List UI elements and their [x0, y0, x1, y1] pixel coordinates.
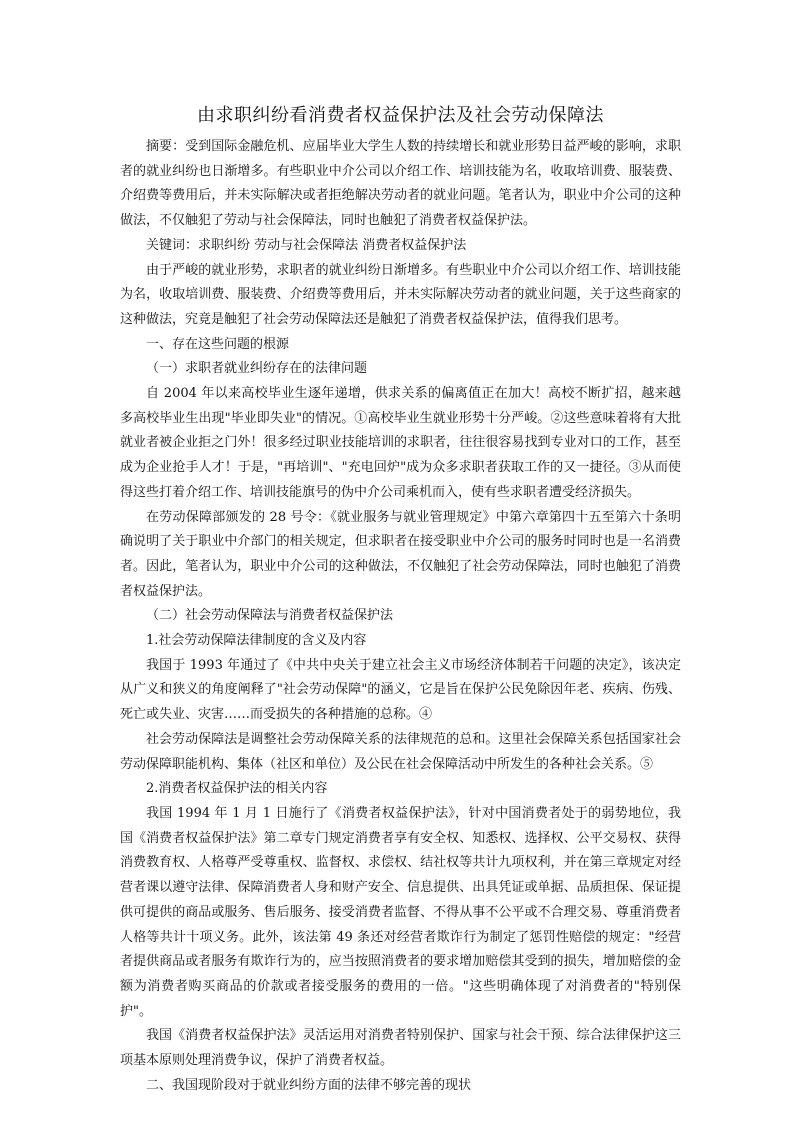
abstract-paragraph: 摘要：受到国际金融危机、应届毕业大学生人数的持续增长和就业形势日益严峻的影响，求职者的就业纠纷也日渐增多。有些职业中介公司以介绍工作、培训技能为名，收取培训费、服装费、介绍费等费用后，并未实际解决或者拒绝解决劳动者的就业问题。笔者认为，职业中介公司的这种做法，不仅触犯了劳动与社会保障法，同时也触犯了消费者权益保护法。: [120, 139, 681, 229]
body-paragraph: 我国《消费者权益保护法》灵活运用对消费者特别保护、国家与社会干预、综合法律保护这三项基本原则处理消费争议，保护了消费者权益。: [120, 1028, 681, 1069]
body-paragraph: 在劳动保障部颁发的 28 号令：《就业服务与就业管理规定》中第六章第四十五至第六十条明确说明了关于职业中介部门的相关规定，但求职者在接受职业中介公司的服务时同时也是一名消费者。因此，笔者认为，职业中介公司的这种做法，不仅触犯了社会劳动保障法，同时也触犯了消费者权益保护法。: [120, 509, 681, 599]
item-heading-2: 2.消费者权益保护法的相关内容: [146, 781, 328, 797]
body-paragraph: 自 2004 年以来高校毕业生逐年递增，供求关系的偏离值正在加大！高校不断扩招，越来越多高校毕业生出现"毕业即失业"的情况。①高校毕业生就业形势十分严峻。②这些意味着将有大批就业者被企业拒之门外！很多经过职业技能培训的求职者，往往很容易找到专业对口的工作，甚至成为企业抢手人才！于是，"再培训"、"充电回炉"成为众多求职者获取工作的又一捷径。③从而使得这些打着介绍工作、培训技能旗号的伪中介公司乘机而入，使有些求职者遭受经济损失。: [120, 386, 681, 500]
document-body: [120, 103, 681, 1098]
item-heading-1: 1.社会劳动保障法律制度的含义及内容: [146, 633, 367, 649]
body-paragraph: 我国 1994 年 1 月 1 日施行了《消费者权益保护法》，针对中国消费者处于的弱势地位，我国《消费者权益保护法》第二章专门规定消费者享有安全权、知悉权、选择权、公平交易权、获得消费教育权、人格尊严受尊重权、监督权、求偿权、结社权等共计九项权利，并在第三章规定对经营者课以遵守法律、保障消费者人身和财产安全、信息提供、出具凭证或单据、品质担保、保证提供可提供的商品或服务、售后服务、接受消费者监督、不得从事不公平或不合理交易、尊重消费者人格等共计十项义务。此外，该法第 49 条还对经营者欺诈行为制定了惩罚性赔偿的规定："经营者提供商品或者服务有欺诈行为的，应当按照消费者的要求增加赔偿其受到的损失，增加赔偿的金额为消费者购买商品的价款或者接受服务的费用的一倍。"这些明确体现了对消费者的"特别保护"。: [120, 805, 681, 1019]
document-title: 由求职纠纷看消费者权益保护法及社会劳动保障法: [197, 105, 604, 126]
subsection-heading-1-1: （一）求职者就业纠纷存在的法律问题: [146, 361, 368, 377]
section-heading-2: 二、我国现阶段对于就业纠纷方面的法律不够完善的现状: [146, 1077, 472, 1093]
subsection-heading-1-2: （二）社会劳动保障法与消费者权益保护法: [146, 608, 394, 624]
keywords-paragraph: 关键词：求职纠纷 劳动与社会保障法 消费者权益保护法: [146, 237, 467, 253]
body-paragraph: 社会劳动保障法是调整社会劳动保障关系的法律规范的总和。这里社会保障关系包括国家社会劳动保障职能机构、集体（社区和单位）及公民在社会保障活动中所发生的各种社会关系。⑤: [120, 731, 681, 772]
body-paragraph: 我国于 1993 年通过了《中共中央关于建立社会主义市场经济体制若干问题的决定》，该决定从广义和狭义的角度阐释了"社会劳动保障"的涵义，它是旨在保护公民免除因年老、疾病、伤残、死亡或失业、灾害……而受损失的各种措施的总称。④: [120, 657, 681, 723]
intro-paragraph: 由于严峻的就业形势，求职者的就业纠纷日渐增多。有些职业中介公司以介绍工作、培训技能为名，收取培训费、服装费、介绍费等费用后，并未实际解决劳动者的就业问题，关于这些商家的这种做法，究竟是触犯了社会劳动保障法还是触犯了消费者权益保护法，值得我们思考。: [120, 262, 681, 327]
section-heading-1: 一、存在这些问题的根源: [146, 336, 290, 352]
